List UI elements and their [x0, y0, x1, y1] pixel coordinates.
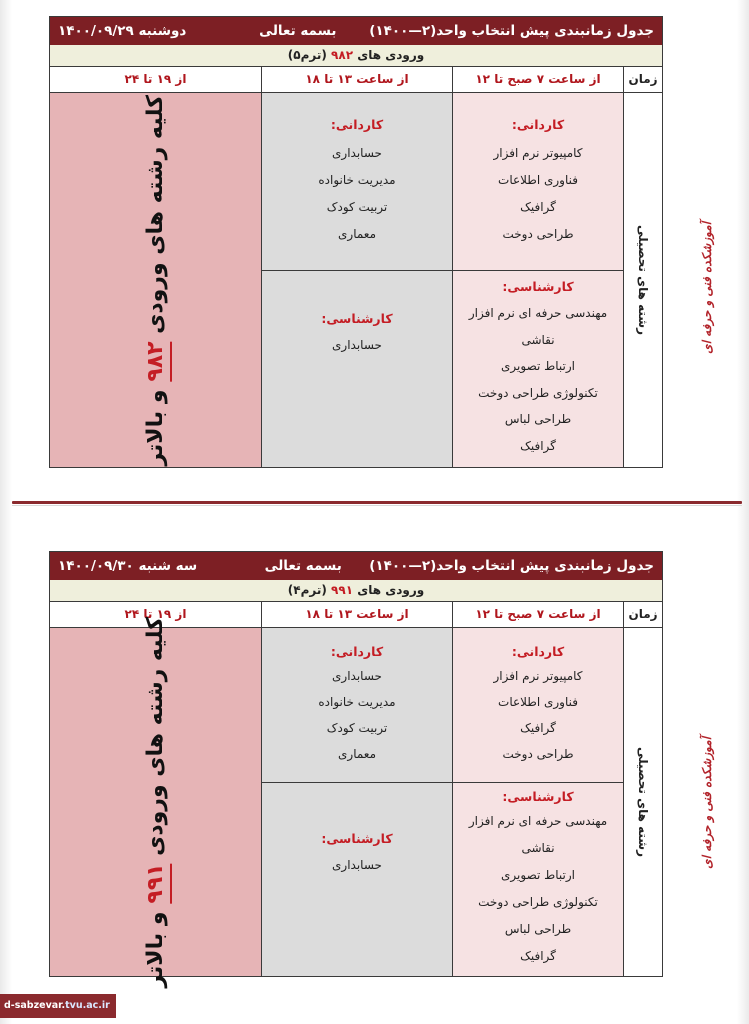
afternoon-column	[261, 628, 452, 976]
degree-heading: کاردانی:	[511, 644, 565, 659]
schedule-date: دوشنبه ۱۴۰۰/۰۹/۲۹	[58, 23, 187, 39]
morning-associate-cell	[453, 93, 623, 271]
evening-column	[50, 93, 261, 467]
program-item: کامپیوتر نرم افزار	[493, 146, 583, 160]
evening-note-number: ۹۸۲	[143, 341, 172, 381]
morning-bachelor-cell	[453, 271, 623, 467]
program-item: حسابداری	[332, 858, 382, 872]
program-item: طراحی دوخت	[502, 227, 574, 241]
program-item: تربیت کودک	[326, 200, 388, 214]
institute-stamp: آموزشکده فنی و حرفه ای	[700, 222, 714, 354]
program-item: حسابداری	[332, 146, 382, 160]
header-evening: از ۱۹ تا ۲۴	[124, 72, 187, 86]
morning-associate-cell	[453, 628, 623, 783]
schedule-body	[50, 93, 662, 467]
degree-heading: کارشناسی:	[321, 310, 393, 326]
header-evening: از ۱۹ تا ۲۴	[124, 607, 187, 621]
header-morning: از ساعت ۷ صبح تا ۱۲	[452, 67, 623, 92]
evening-note-number: ۹۹۱	[143, 863, 172, 903]
evening-note-pre: کلیه رشته های ورودی	[143, 94, 168, 334]
program-item: نقاشی	[521, 332, 555, 347]
row-label: رشته های تحصیلی	[636, 225, 650, 335]
degree-heading: کارشناسی:	[502, 789, 574, 804]
morning-bachelor-cell	[453, 783, 623, 976]
website-suffix: tvu.ac.ir	[65, 1000, 110, 1011]
evening-note-post: و بالاتر	[143, 389, 168, 466]
section-divider	[12, 501, 742, 504]
website-prefix: d-sabzevar.	[4, 1000, 66, 1011]
program-item: معماری	[338, 747, 376, 761]
afternoon-bachelor-cell	[262, 783, 452, 976]
program-item: فناوری اطلاعات	[498, 695, 578, 709]
morning-column	[452, 93, 623, 467]
schedule-table-2	[49, 551, 663, 988]
schedule-title: جدول زمانبندی پیش انتخاب واحد(۲—۱۴۰۰)	[369, 23, 654, 39]
header-time: زمان	[623, 602, 662, 627]
program-item: تکنولوژی طراحی دوخت	[478, 895, 598, 909]
institute-stamp: آموزشکده فنی و حرفه ای	[700, 737, 714, 869]
header-row	[50, 67, 662, 93]
program-item: ارتباط تصویری	[501, 359, 575, 373]
cohort-number: ۹۸۲	[331, 48, 354, 62]
afternoon-column	[261, 93, 452, 467]
program-item: مدیریت خانواده	[318, 173, 396, 187]
program-item: حسابداری	[332, 337, 382, 352]
cohort-bar	[50, 580, 662, 602]
program-item: مهندسی حرفه ای نرم افزار	[468, 814, 608, 828]
program-item: معماری	[338, 227, 376, 241]
title-bar	[50, 17, 662, 45]
program-item: کامپیوتر نرم افزار	[493, 669, 583, 683]
bismillah-text: بسمه تعالی	[259, 23, 337, 39]
evening-note	[143, 617, 168, 988]
program-item: گرافیک	[520, 200, 556, 214]
degree-heading: کارشناسی:	[502, 279, 574, 294]
degree-heading: کاردانی:	[330, 644, 384, 659]
website-tag[interactable]	[0, 994, 116, 1018]
header-afternoon: از ساعت ۱۳ تا ۱۸	[261, 67, 452, 92]
evening-note	[143, 95, 168, 466]
program-item: مهندسی حرفه ای نرم افزار	[468, 306, 608, 320]
header-row	[50, 602, 662, 628]
schedule-table-1	[49, 16, 663, 468]
program-item: گرافیک	[520, 438, 556, 453]
schedule-date: سه شنبه ۱۴۰۰/۰۹/۳۰	[58, 558, 198, 574]
program-item: تکنولوژی طراحی دوخت	[478, 385, 598, 400]
afternoon-associate-cell	[262, 93, 452, 271]
cohort-bar	[50, 45, 662, 67]
header-time: زمان	[623, 67, 662, 92]
degree-heading: کاردانی:	[330, 117, 384, 132]
row-label: رشته های تحصیلی	[636, 747, 650, 857]
header-afternoon: از ساعت ۱۳ تا ۱۸	[261, 602, 452, 627]
schedule-title: جدول زمانبندی پیش انتخاب واحد(۲—۱۴۰۰)	[369, 558, 654, 574]
program-item: ارتباط تصویری	[501, 868, 575, 882]
degree-heading: کاردانی:	[511, 117, 565, 132]
afternoon-bachelor-cell	[262, 271, 452, 467]
title-bar	[50, 552, 662, 580]
evening-note-post: و بالاتر	[143, 911, 168, 988]
evening-note-pre: کلیه رشته های ورودی	[143, 616, 168, 856]
program-item: حسابداری	[332, 669, 382, 683]
program-item: گرافیک	[520, 949, 556, 963]
program-item: تربیت کودک	[326, 721, 388, 735]
header-morning: از ساعت ۷ صبح تا ۱۲	[452, 602, 623, 627]
afternoon-associate-cell	[262, 628, 452, 783]
cohort-prefix: ورودی های	[357, 48, 425, 62]
program-item: طراحی لباس	[504, 412, 572, 426]
degree-heading: کارشناسی:	[321, 831, 393, 846]
row-label-cell	[623, 628, 662, 976]
program-item: طراحی دوخت	[502, 747, 574, 761]
cohort-prefix: ورودی های	[357, 583, 425, 597]
cohort-term: (ترم۴)	[287, 583, 327, 597]
program-item: طراحی لباس	[504, 922, 572, 936]
program-item: مدیریت خانواده	[318, 695, 396, 709]
evening-column	[50, 616, 261, 988]
bismillah-text: بسمه تعالی	[264, 558, 342, 574]
cohort-term: (ترم۵)	[287, 48, 327, 62]
schedule-body	[50, 616, 662, 988]
program-item: نقاشی	[521, 841, 555, 855]
morning-column	[452, 628, 623, 976]
program-item: گرافیک	[520, 721, 556, 735]
cohort-number: ۹۹۱	[331, 583, 354, 597]
row-label-cell	[623, 93, 662, 467]
program-item: فناوری اطلاعات	[498, 173, 578, 187]
